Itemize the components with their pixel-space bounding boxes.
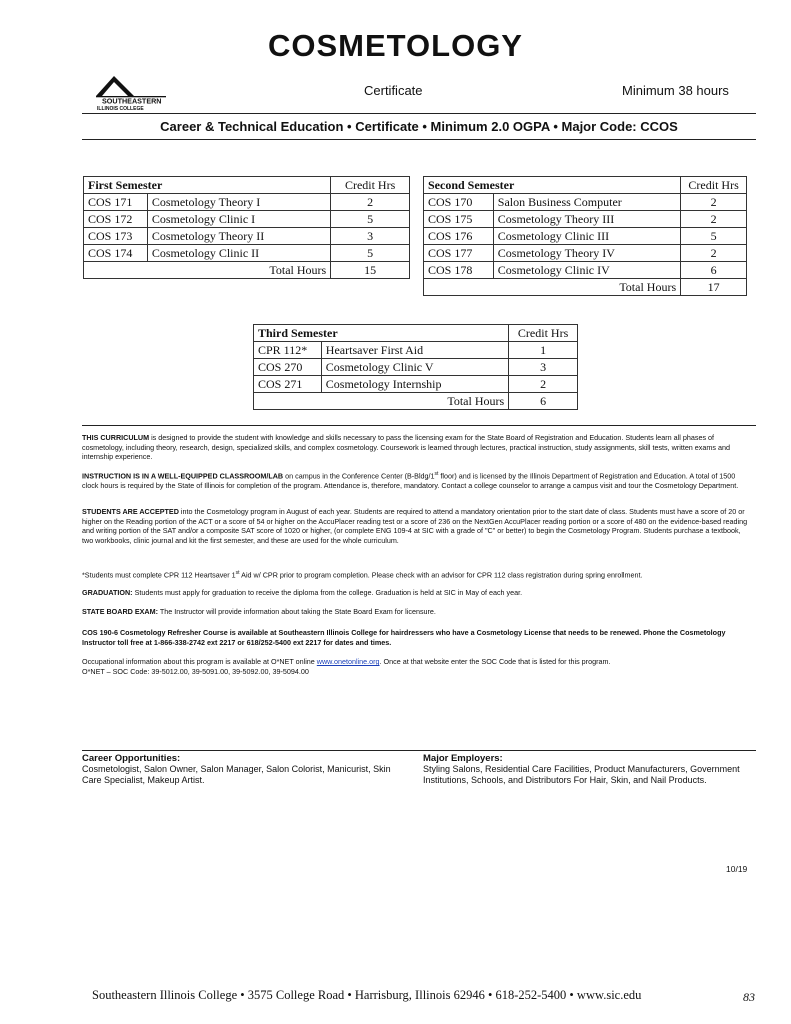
logo-name: SOUTHEASTERN: [102, 96, 162, 106]
table-header-row: [254, 325, 578, 342]
bottom-rule: [82, 750, 756, 751]
instruction-text: on campus in the Conference Center (B-Bldg/1: [283, 471, 435, 481]
refresher-paragraph: [82, 628, 752, 647]
course-code: COS 270: [254, 359, 322, 376]
course-title: Cosmetology Clinic III: [493, 228, 680, 245]
state-board-lead: STATE BOARD EXAM:: [82, 607, 158, 616]
course-credits: 3: [331, 228, 410, 245]
course-code: COS 171: [84, 194, 148, 211]
course-title: Cosmetology Theory IV: [493, 245, 680, 262]
course-code: CPR 112*: [254, 342, 322, 359]
career-line: Career & Technical Education • Certificate • Minimum 2.0 OGPA • Major Code: CCOS: [160, 119, 678, 134]
total-value: 6: [509, 393, 578, 410]
course-credits: 5: [331, 211, 410, 228]
total-value: 15: [331, 262, 410, 279]
course-title: Cosmetology Clinic V: [321, 359, 508, 376]
total-label: Total Hours: [84, 262, 331, 279]
graduation-lead: GRADUATION:: [82, 588, 133, 597]
table-row: [424, 194, 747, 211]
minimum-hours: Minimum 38 hours: [622, 83, 729, 98]
course-title: Cosmetology Clinic II: [147, 245, 330, 262]
first-semester-table: [83, 176, 410, 279]
course-code: COS 175: [424, 211, 494, 228]
course-code: COS 173: [84, 228, 148, 245]
table-row: [254, 359, 578, 376]
credit-heading: Credit Hrs: [681, 177, 747, 194]
course-credits: 2: [681, 245, 747, 262]
graduation-paragraph: [82, 588, 752, 598]
credit-heading: Credit Hrs: [331, 177, 410, 194]
course-credits: 1: [509, 342, 578, 359]
accepted-lead: STUDENTS ARE ACCEPTED: [82, 507, 179, 516]
instruction-paragraph: [82, 470, 752, 491]
course-title: Cosmetology Clinic IV: [493, 262, 680, 279]
table-row: [84, 211, 410, 228]
major-employers: [423, 753, 748, 786]
logo-sub: ILLINOIS COLLEGE: [97, 106, 144, 112]
semester-heading: Second Semester: [424, 177, 681, 194]
course-title: Cosmetology Clinic I: [147, 211, 330, 228]
course-code: COS 178: [424, 262, 494, 279]
table-row: [254, 376, 578, 393]
course-credits: 5: [681, 228, 747, 245]
total-row: [424, 279, 747, 296]
accepted-text: into the Cosmetology program in August of each year. Students are required to attend a mandatory orientation prior to the start date of class. Students must have a score of 20 or higher on the Reading portion of the ACT or a score of 54 or higher on the AccuPlacer reading test or a score of 236 on the NextGen AccuPlacer reading portion or a score of 480 on the evidence-based reading and writing portion of the SAT and/or a composite SAT score of 1020 or higher, (or complete ENG 109-4 at SIC with a grade of "C" or better) to begin the Cosmetology Program. Students purchase a textbook, two workbooks, clinic journal and kit the first semester, and these are used for the whole curriculum.: [82, 507, 748, 545]
page-number: 83: [743, 990, 755, 1004]
course-title: Heartsaver First Aid: [321, 342, 508, 359]
cpr-text: *Students must complete CPR 112 Heartsaver 1: [82, 570, 236, 580]
table-header-row: [424, 177, 747, 194]
career-opportunities: [82, 753, 402, 786]
refresher-text: COS 190-6 Cosmetology Refresher Course is available at Southeastern Illinois College for hairdressers who have a Cosmetology License that needs to be renewed. Phone the Cosmetology Instructor toll free at 1-866-338-2742 ext 2217 or 618/252-5400 ext 2217 for dates and times.: [82, 628, 726, 647]
page-title: COSMETOLOGY: [267, 28, 523, 63]
cpr-text-cont: Aid w/ CPR prior to program completion. Please check with an advisor for CPR 112 class registration during spring enrollment.: [239, 570, 643, 580]
table-row: [254, 342, 578, 359]
curriculum-text: is designed to provide the student with knowledge and skills necessary to pass the licensing exam for the State Board of Registration and Education. Students learn all phases of cosmetology, including theory, research, design, specialized skills, and complex cosmetology. Coursework is learned through lectures, practical instruction, study assignments, skill tests, written exams and internship experience.: [82, 433, 730, 462]
course-title: Cosmetology Theory III: [493, 211, 680, 228]
table-row: [424, 228, 747, 245]
onet-text: Occupational information about this program is available at O*NET online: [82, 657, 317, 666]
total-label: Total Hours: [254, 393, 509, 410]
cpr-note: [82, 569, 752, 580]
course-code: COS 172: [84, 211, 148, 228]
course-code: COS 177: [424, 245, 494, 262]
course-code: COS 170: [424, 194, 494, 211]
course-credits: 5: [331, 245, 410, 262]
course-title: Cosmetology Internship: [321, 376, 508, 393]
total-row: [84, 262, 410, 279]
course-title: Cosmetology Theory II: [147, 228, 330, 245]
course-credits: 2: [681, 194, 747, 211]
logo-mountain-icon: [90, 74, 172, 112]
curriculum-lead: THIS CURRICULUM: [82, 433, 150, 442]
career-heading: Career Opportunities:: [82, 753, 181, 764]
table-row: [424, 211, 747, 228]
course-credits: 2: [681, 211, 747, 228]
total-label: Total Hours: [424, 279, 681, 296]
body-rule: [82, 425, 756, 426]
table-row: [424, 245, 747, 262]
semester-heading: Third Semester: [254, 325, 509, 342]
onet-text-cont: . Once at that website enter the SOC Code that is listed for this program.: [379, 657, 611, 666]
header-rule-top: [82, 113, 756, 114]
course-title: Cosmetology Theory I: [147, 194, 330, 211]
table-row: [84, 194, 410, 211]
state-board-paragraph: [82, 607, 752, 617]
table-row: [424, 262, 747, 279]
total-row: [254, 393, 578, 410]
table-row: [84, 245, 410, 262]
curriculum-paragraph: [82, 433, 752, 462]
cpr-superscript: st: [235, 570, 240, 576]
employers-text: Styling Salons, Residential Care Facilities, Product Manufacturers, Government Institutions, Schools, and Distributors For Hair, Skin, and Nail Products.: [423, 764, 740, 785]
onet-link[interactable]: www.onetonline.org: [316, 657, 380, 666]
header-rule-bottom: [82, 139, 756, 140]
second-semester-table: [423, 176, 747, 296]
employers-heading: Major Employers:: [423, 753, 503, 764]
course-code: COS 176: [424, 228, 494, 245]
third-semester-table: [253, 324, 578, 410]
total-value: 17: [681, 279, 747, 296]
revision-date: 10/19: [726, 864, 748, 874]
college-logo: [90, 74, 172, 112]
course-credits: 2: [509, 376, 578, 393]
soc-codes: O*NET – SOC Code: 39-5012.00, 39-5091.00, 39-5092.00, 39-5094.00: [82, 666, 309, 676]
graduation-text: Students must apply for graduation to receive the diploma from the college. Graduation is held at SIC in May of each year.: [132, 588, 523, 597]
semester-heading: First Semester: [84, 177, 331, 194]
footer-address: Southeastern Illinois College • 3575 College Road • Harrisburg, Illinois 62946 • 618-252-5400 • www.sic.edu: [92, 988, 642, 1002]
instruction-lead: INSTRUCTION IS IN A WELL-EQUIPPED CLASSROOM/LAB: [82, 471, 284, 481]
instruction-superscript: st: [434, 471, 439, 477]
course-title: Salon Business Computer: [493, 194, 680, 211]
instruction-text-cont: floor) and is licensed by the Illinois Department of Registration and Education. A total of 1500 clock hours is required by the State of Illinois for completion of the program. Attendance is, therefore, mandatory. Contact a college counselor to arrange a campus visit and tour the Cosmetology Department.: [82, 471, 739, 490]
course-credits: 2: [331, 194, 410, 211]
course-credits: 6: [681, 262, 747, 279]
table-header-row: [84, 177, 410, 194]
state-board-text: The Instructor will provide information about taking the State Board Exam for licensure.: [158, 607, 436, 616]
course-code: COS 271: [254, 376, 322, 393]
course-code: COS 174: [84, 245, 148, 262]
table-row: [84, 228, 410, 245]
accepted-paragraph: [82, 507, 752, 545]
course-credits: 3: [509, 359, 578, 376]
onet-paragraph: [82, 657, 752, 676]
program-type: Certificate: [364, 83, 423, 98]
credit-heading: Credit Hrs: [509, 325, 578, 342]
career-text: Cosmetologist, Salon Owner, Salon Manager, Salon Colorist, Manicurist, Skin Care Specialist, Makeup Artist.: [82, 764, 391, 785]
